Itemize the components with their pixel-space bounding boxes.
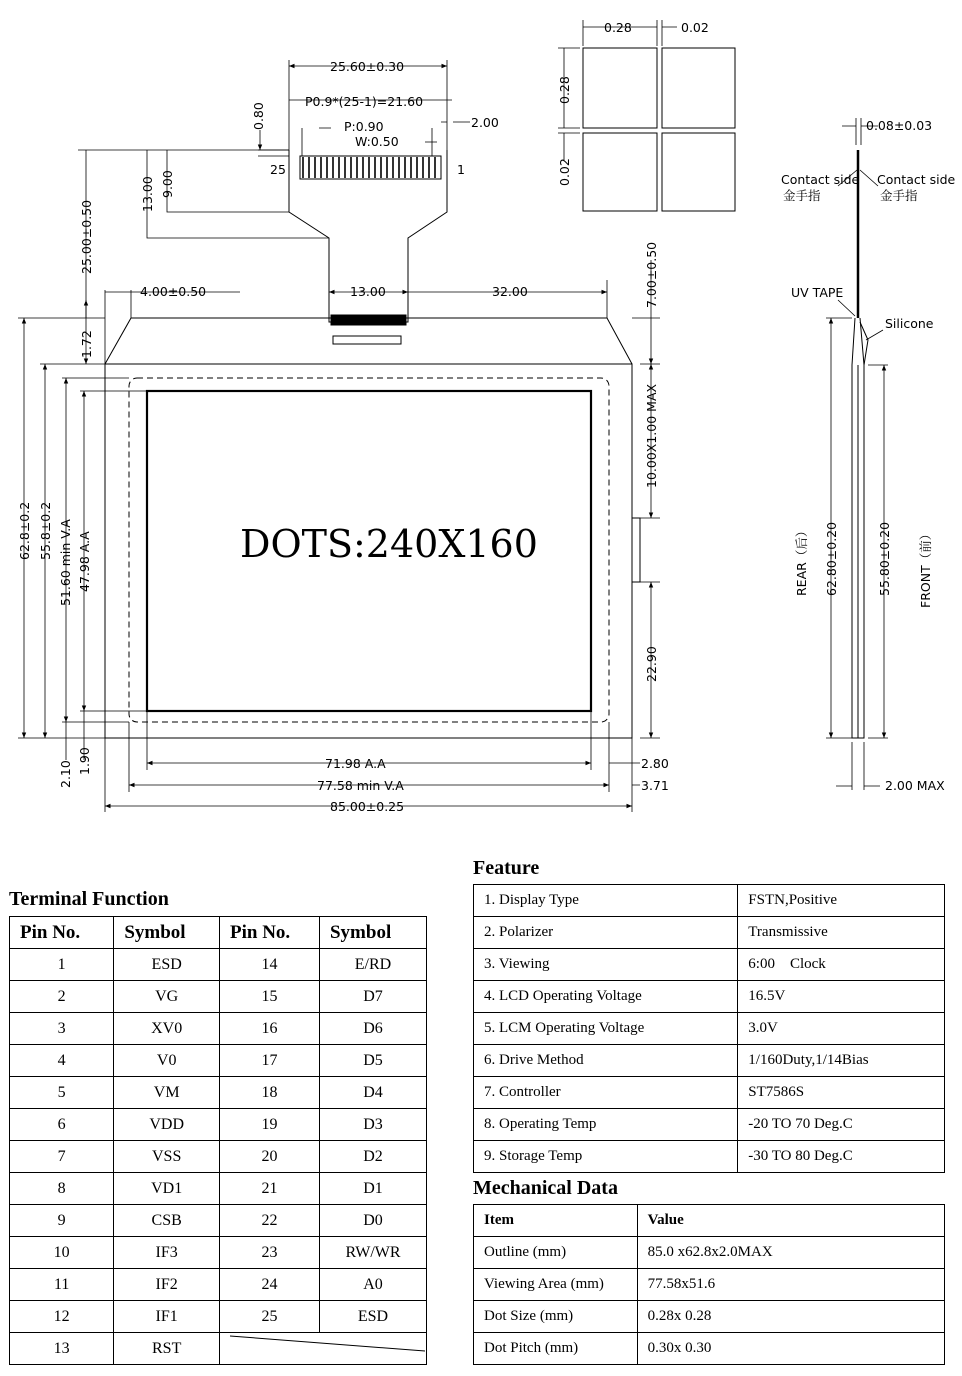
pin-symbol: D2	[319, 1141, 426, 1173]
pin-symbol: IF3	[114, 1237, 220, 1269]
pin-symbol: VD1	[114, 1173, 220, 1205]
pin-no: 1	[10, 949, 114, 981]
dim-fpc-len-9: 9.00	[160, 170, 175, 198]
terminal-table	[9, 916, 427, 1365]
dot-detail	[558, 20, 735, 211]
pin-symbol: RST	[114, 1333, 220, 1365]
fpc-bond	[331, 315, 406, 325]
pin-symbol: ESD	[114, 949, 220, 981]
table-row	[474, 1269, 945, 1301]
table-row	[10, 1141, 427, 1173]
dim-fpc-pitch-total: P0.9*(25-1)=21.60	[305, 94, 424, 109]
dim-side-thickness: 2.00 MAX	[885, 778, 945, 793]
pin-no: 9	[10, 1205, 114, 1237]
pin-no: 8	[10, 1173, 114, 1205]
pin-1-label: 1	[457, 162, 465, 177]
dim-bottom-gap-2: 1.90	[77, 747, 92, 775]
contact-side-right-cn: 金手指	[880, 188, 918, 203]
pin-symbol: D1	[319, 1173, 426, 1205]
dim-right-offset: 32.00	[492, 284, 528, 299]
fpc-contact-lines	[303, 157, 435, 178]
dim-fpc-pin-width: W:0.50	[355, 134, 399, 149]
contact-side-right: Contact side	[877, 172, 956, 187]
table-row	[10, 1301, 427, 1333]
pin-symbol: D3	[319, 1109, 426, 1141]
feature-value: 6:00 Clock	[738, 949, 945, 981]
table-row	[474, 885, 945, 917]
table-row	[474, 1301, 945, 1333]
front-label: FRONT（前）	[918, 527, 933, 608]
pin-no: 2	[10, 981, 114, 1013]
dim-left-offset: 4.00±0.50	[140, 284, 207, 299]
table-row	[474, 1333, 945, 1365]
table-row	[10, 1045, 427, 1077]
pin-symbol: VG	[114, 981, 220, 1013]
empty-cell	[220, 1333, 427, 1365]
table-row	[10, 1109, 427, 1141]
dim-height-outline: 62.8±0.2	[17, 501, 32, 560]
dim-height-aa: 47.98 A.A	[77, 531, 92, 592]
rear-label: REAR（后）	[794, 524, 809, 596]
pin-no: 11	[10, 1269, 114, 1301]
pin-symbol: VSS	[114, 1141, 220, 1173]
pin-no: 12	[10, 1301, 114, 1333]
feature-table	[473, 884, 945, 1173]
dim-right-upper: 10.00X1.00 MAX	[644, 383, 659, 488]
pin-no: 18	[220, 1077, 320, 1109]
pin-no: 17	[220, 1045, 320, 1077]
dim-side-height-front: 55.80±0.20	[877, 521, 892, 596]
pin-symbol: VDD	[114, 1109, 220, 1141]
dim-dot-gap-v: 0.02	[557, 158, 572, 186]
feature-item: 5. LCM Operating Voltage	[474, 1013, 738, 1045]
table-row	[474, 1109, 945, 1141]
table-row	[474, 1237, 945, 1269]
dim-lines-left	[18, 150, 329, 760]
dim-height-va: 51.60 min V.A	[58, 519, 73, 606]
dim-fpc-edge: 2.00	[471, 115, 499, 130]
pin-no: 3	[10, 1013, 114, 1045]
dim-fpc-pitch: P:0.90	[344, 119, 384, 134]
feature-item: 4. LCD Operating Voltage	[474, 981, 738, 1013]
pin-no: 22	[220, 1205, 320, 1237]
table-row	[474, 1013, 945, 1045]
dim-fpc-len-13: 13.00	[140, 176, 155, 212]
contact-side-left: Contact side	[781, 172, 860, 187]
pin-no: 21	[220, 1173, 320, 1205]
feature-item: 6. Drive Method	[474, 1045, 738, 1077]
pin-symbol: XV0	[114, 1013, 220, 1045]
pin-no: 19	[220, 1109, 320, 1141]
pin-symbol: RW/WR	[319, 1237, 426, 1269]
dim-lines-top	[105, 60, 660, 738]
dim-height-glass: 55.8±0.2	[38, 501, 53, 560]
table-row	[10, 1173, 427, 1205]
table-row	[10, 1333, 427, 1365]
dim-width-outline: 85.00±0.25	[330, 799, 405, 814]
dimension-labels	[140, 20, 956, 814]
pin-no: 15	[220, 981, 320, 1013]
feature-item: 1. Display Type	[474, 885, 738, 917]
pin-no: 4	[10, 1045, 114, 1077]
pin-no: 14	[220, 949, 320, 981]
dim-neck-width: 13.00	[350, 284, 386, 299]
silicone-label: Silicone	[885, 316, 934, 331]
mech-item: Outline (mm)	[474, 1237, 638, 1269]
pin-symbol: ESD	[319, 1301, 426, 1333]
item-header: Item	[474, 1205, 638, 1237]
pin-symbol: D0	[319, 1205, 426, 1237]
side-view	[826, 118, 888, 790]
dim-fpc-top: 0.80	[251, 102, 266, 130]
dim-width-va: 77.58 min V.A	[317, 778, 404, 793]
dim-bottom-gap-1: 2.10	[58, 760, 73, 788]
dim-width-aa: 71.98 A.A	[325, 756, 386, 771]
pin-header: Pin No.	[10, 917, 114, 949]
pin-no: 13	[10, 1333, 114, 1365]
dim-right-lower: 22.90	[644, 646, 659, 682]
dim-right-gap-va: 3.71	[641, 778, 669, 793]
feature-value: 1/160Duty,1/14Bias	[738, 1045, 945, 1077]
mechanical-table	[473, 1204, 945, 1365]
pin-symbol: D4	[319, 1077, 426, 1109]
table-row	[474, 1077, 945, 1109]
pin-no: 20	[220, 1141, 320, 1173]
pin-no: 10	[10, 1237, 114, 1269]
table-row	[474, 917, 945, 949]
table-row	[10, 1205, 427, 1237]
pin-symbol: A0	[319, 1269, 426, 1301]
table-row	[10, 949, 427, 981]
feature-value: 3.0V	[738, 1013, 945, 1045]
table-row	[10, 1013, 427, 1045]
feature-item: 7. Controller	[474, 1077, 738, 1109]
pin-no: 5	[10, 1077, 114, 1109]
pin-symbol: E/RD	[319, 949, 426, 981]
dim-left-gap-top: 1.72	[79, 330, 94, 358]
mech-value: 0.28x 0.28	[637, 1301, 944, 1333]
mech-value: 77.58x51.6	[637, 1269, 944, 1301]
pin-symbol: D6	[319, 1013, 426, 1045]
feature-title: Feature	[473, 857, 540, 879]
dots-label: DOTS:240X160	[240, 522, 538, 566]
feature-value: -20 TO 70 Deg.C	[738, 1109, 945, 1141]
feature-item: 3. Viewing	[474, 949, 738, 981]
feature-item: 8. Operating Temp	[474, 1109, 738, 1141]
symbol-header: Symbol	[319, 917, 426, 949]
pin-no: 6	[10, 1109, 114, 1141]
feature-item: 9. Storage Temp	[474, 1141, 738, 1173]
mech-item: Dot Pitch (mm)	[474, 1333, 638, 1365]
dim-side-height-rear: 62.80±0.20	[824, 521, 839, 596]
pin-no: 23	[220, 1237, 320, 1269]
table-row	[10, 981, 427, 1013]
pin-symbol: VM	[114, 1077, 220, 1109]
table-row	[10, 1237, 427, 1269]
mech-value: 0.30x 0.30	[637, 1333, 944, 1365]
dim-fpc-total-len: 25.00±0.50	[79, 199, 94, 274]
dim-dot-size-v: 0.28	[557, 76, 572, 104]
uv-tape-label: UV TAPE	[791, 285, 844, 300]
mech-value: 85.0 x62.8x2.0MAX	[637, 1237, 944, 1269]
table-row	[474, 1045, 945, 1077]
pin-no: 16	[220, 1013, 320, 1045]
table-row	[10, 1269, 427, 1301]
terminal-title: Terminal Function	[9, 888, 169, 910]
dim-dot-size: 0.28	[604, 20, 632, 35]
symbol-header: Symbol	[114, 917, 220, 949]
pin-symbol: IF1	[114, 1301, 220, 1333]
dim-side-fpc-thickness: 0.08±0.03	[866, 118, 933, 133]
mechanical-title: Mechanical Data	[473, 1177, 618, 1199]
dim-top-offset: 7.00±0.50	[644, 241, 659, 308]
strike-line	[220, 1333, 425, 1364]
pin-symbol: CSB	[114, 1205, 220, 1237]
pin-25-label: 25	[270, 162, 286, 177]
value-header: Value	[637, 1205, 944, 1237]
feature-value: -30 TO 80 Deg.C	[738, 1141, 945, 1173]
pin-symbol: D7	[319, 981, 426, 1013]
feature-value: Transmissive	[738, 917, 945, 949]
dim-fpc-width: 25.60±0.30	[330, 59, 405, 74]
feature-value: FSTN,Positive	[738, 885, 945, 917]
dim-right-gap-aa: 2.80	[641, 756, 669, 771]
pin-no: 7	[10, 1141, 114, 1173]
feature-value: 16.5V	[738, 981, 945, 1013]
table-row	[474, 949, 945, 981]
feature-value: ST7586S	[738, 1077, 945, 1109]
dim-dot-gap: 0.02	[681, 20, 709, 35]
pin-symbol: D5	[319, 1045, 426, 1077]
pin-no: 24	[220, 1269, 320, 1301]
feature-item: 2. Polarizer	[474, 917, 738, 949]
contact-side-left-cn: 金手指	[783, 188, 821, 203]
table-row	[474, 981, 945, 1013]
pin-no: 25	[220, 1301, 320, 1333]
pin-header: Pin No.	[220, 917, 320, 949]
mech-item: Viewing Area (mm)	[474, 1269, 638, 1301]
mech-item: Dot Size (mm)	[474, 1301, 638, 1333]
pin-symbol: V0	[114, 1045, 220, 1077]
table-row	[10, 1077, 427, 1109]
pin-symbol: IF2	[114, 1269, 220, 1301]
table-row	[474, 1141, 945, 1173]
